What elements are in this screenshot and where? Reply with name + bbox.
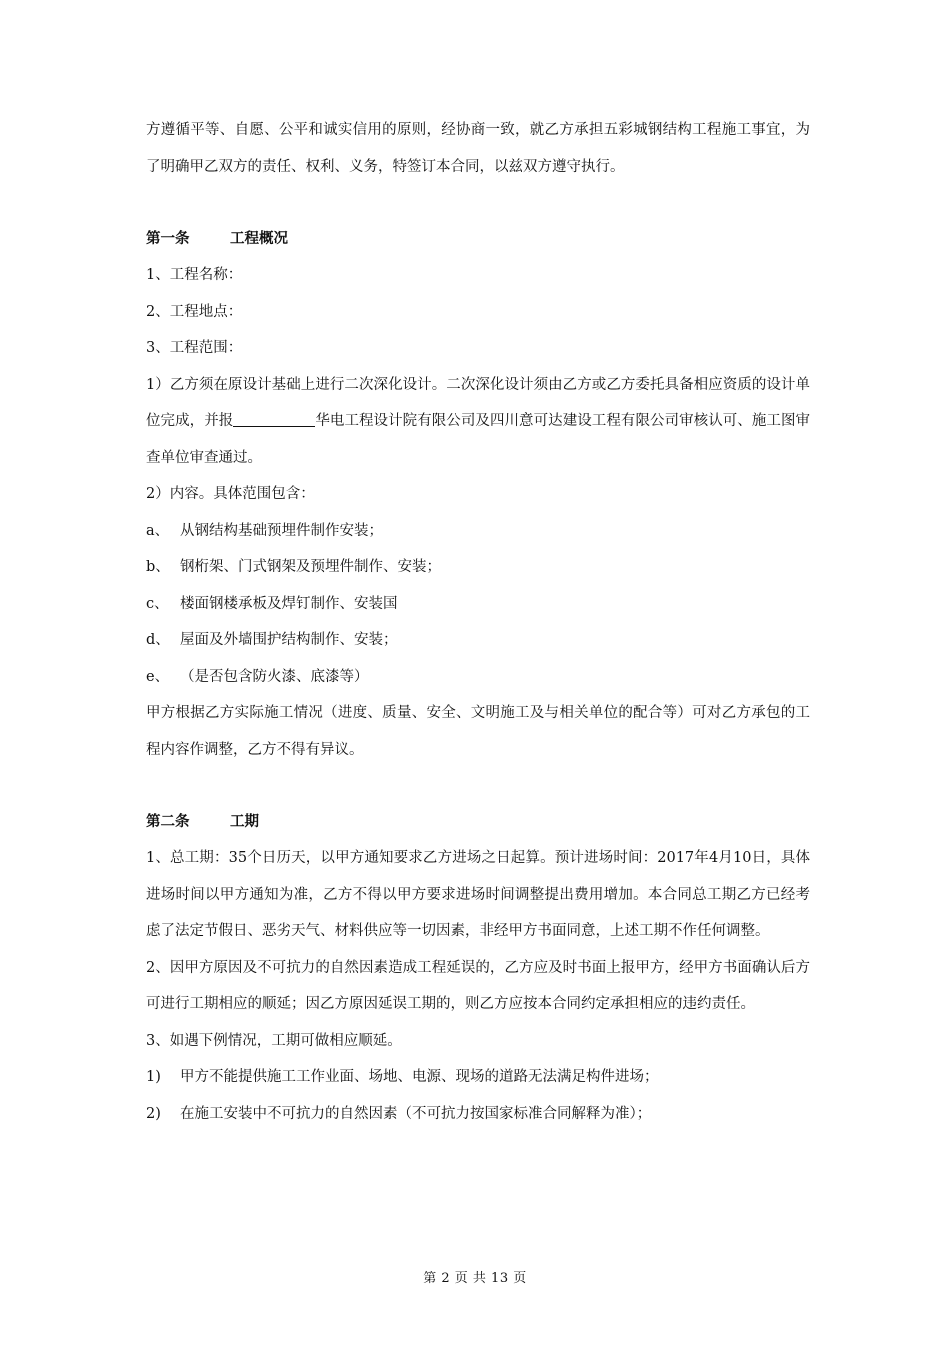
list-item: [146, 1096, 810, 1133]
project-name-label: 1、工程名称：: [146, 267, 243, 283]
list-item: [146, 1059, 810, 1096]
list-marker: a、: [146, 522, 170, 539]
duration-paragraph: 1、总工期：35个日历天，以甲方通知要求乙方进场之日起算。预计进场时间：2017年4月10日，具体进场时间以甲方通知为准，乙方不得以甲方要求进场时间调整提出费用增加。本合同总工期乙方已经考虑了法定节假日、恶劣天气、材料供应等一切因素，非经甲方书面同意，上述工期不作任何调整。: [146, 850, 810, 939]
list-marker: d、: [146, 632, 170, 648]
content-label: 2）内容。具体范围包含：: [146, 486, 315, 502]
list-marker: c、: [146, 595, 169, 612]
article2-heading: [146, 804, 810, 840]
list-marker: 1): [146, 1069, 161, 1085]
article1-heading: [146, 221, 810, 257]
adjust-paragraph: 甲方根据乙方实际施工情况（进度、质量、安全、文明施工及与相关单位的配合等）可对乙方承包的工程内容作调整，乙方不得有异议。: [146, 705, 810, 758]
article2-number: 第二条: [146, 813, 190, 830]
list-marker: b、: [146, 559, 170, 575]
page-number-footer: 第 2 页 共 13 页: [423, 1271, 527, 1286]
section-spacer: [146, 768, 810, 804]
project-location-label: 2、工程地点：: [146, 303, 243, 320]
list-item: [146, 659, 810, 696]
list-item-text: 从钢结构基础预埋件制作安装；: [180, 522, 383, 539]
section-spacer: [146, 185, 810, 221]
list-item: [146, 586, 810, 623]
article2-title: 工期: [230, 813, 259, 830]
list-item-text: （是否包含防火漆、底漆等）: [180, 668, 369, 685]
project-scope-label: 3、工程范围：: [146, 340, 243, 356]
document-body: [146, 112, 810, 1132]
list-marker: e、: [146, 668, 170, 685]
list-item-text: 甲方不能提供施工工作业面、场地、电源、现场的道路无法满足构件进场；: [180, 1069, 659, 1085]
list-item-text: 在施工安装中不可抗力的自然因素（不可抗力按国家标准合同解释为准）；: [180, 1105, 652, 1122]
delay-paragraph: 2、因甲方原因及不可抗力的自然因素造成工程延误的，乙方应及时书面上报甲方，经甲方书面确认后方可进行工期相应的顺延；因乙方原因延误工期的，则乙方应按本合同约定承担相应的违约责任。: [146, 959, 810, 1012]
design-paragraph-part1: 1）乙方须在原设计基础上进行二次深化设计。二次深化设计须由乙方或乙方委托具备相应资质的设计单位完成，并报: [146, 376, 810, 429]
list-item: [146, 622, 810, 659]
extension-paragraph: 3、如遇下例情况，工期可做相应顺延。: [146, 1032, 402, 1049]
article1-title: 工程概况: [230, 230, 288, 247]
list-item-text: 钢桁架、门式钢架及预埋件制作、安装；: [180, 559, 441, 575]
design-paragraph: [146, 367, 810, 477]
article1-number: 第一条: [146, 230, 190, 247]
list-item-text: 屋面及外墙围护结构制作、安装；: [180, 632, 398, 648]
fill-in-blank[interactable]: [233, 408, 315, 427]
list-item-text: 楼面钢楼承板及焊钉制作、安装国: [180, 595, 398, 612]
list-item: [146, 513, 810, 550]
list-item: [146, 549, 810, 586]
design-paragraph-part2: 华电工程设计院有限公司及四川意可达建设工程有限公司审核认可、施工图审查单位审查通过。: [146, 413, 811, 466]
list-marker: 2): [146, 1105, 161, 1122]
intro-paragraph: 方遵循平等、自愿、公平和诚实信用的原则，经协商一致，就乙方承担五彩城钢结构工程施工事宜，为了明确甲乙双方的责任、权利、义务，特签订本合同，以兹双方遵守执行。: [146, 122, 810, 175]
